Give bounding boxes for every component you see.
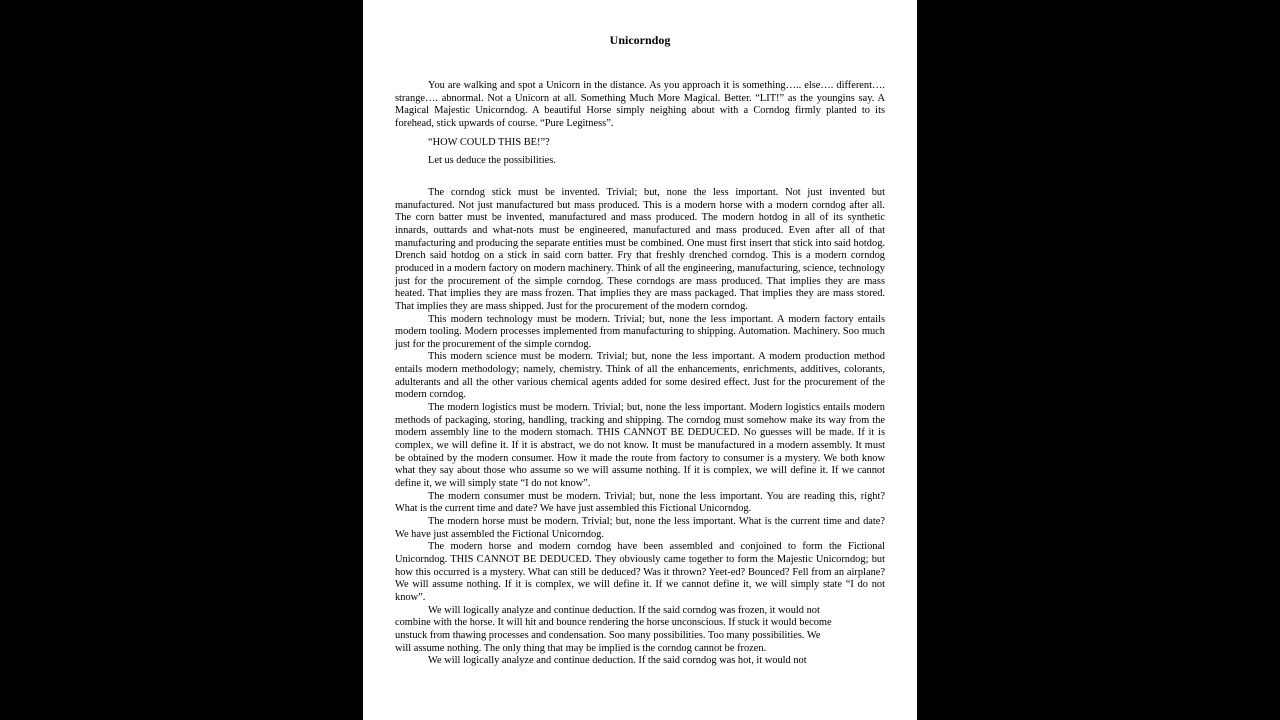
paragraph-logistics: The modern logistics must be modern. Trivial; but, none the less important. Modern logistics entails modern methods of packaging, storing, handling, tracking and shipping. The corndog must somehow make its way from the modern assembly line to the modern stomach. THIS CANNOT BE DEDUCED. No guesses will be made. If it is complex, we will define it. If it is abstract, we do not know. It must be manufactured in a modern assembly. It must be obtained by the modern consumer. How it made the route from factory to consumer is a mystery. We both know what they say about those who assume so we will assume nothing. If it is complex, we will define it. If we cannot define it, we will simply state “I do not know”. <box>395 402 885 490</box>
paragraph-intro: You are walking and spot a Unicorn in the distance. As you approach it is something….. else…. different…. strange…. abnormal. Not a Unicorn at all. Something Much More Magical. Better. “LIT!” as the youngins say. A Magical Majestic Unicorndog. A beautiful Horse simply neighing about with a Corndog firmly planted to its forehead, stick upwards of course. “Pure Legitness”. <box>395 80 885 129</box>
paragraph-science: This modern science must be modern. Trivial; but, none the less important. A modern production method entails modern methodology; namely, chemistry. Think of all the enhancements, enrichments, additives, colorants, adulterants and all the other various chemical agents added for some desired effect. Just for the procurement of the modern corndog. <box>395 351 885 401</box>
paragraph-hot: We will logically analyze and continue deduction. If the said corndog was hot, it would not <box>428 655 807 667</box>
paragraph-horse: The modern horse must be modern. Trivial; but, none the less important. What is the current time and date? We have just assembled the Fictional Unicorndog. <box>395 516 885 540</box>
paragraph-consumer: The modern consumer must be modern. Trivial; but, none the less important. You are reading this, right? What is the current time and date? We have just assembled this Fictional Unicorndog. <box>395 490 885 515</box>
paragraph-technology: This modern technology must be modern. Trivial; but, none the less important. A modern factory entails modern tooling. Modern processes implemented from manufacturing to shipping. Automation. Machinery. Soo much just for the procurement of the simple corndog. <box>395 313 885 350</box>
document-page <box>363 0 917 720</box>
paragraph-frozen: We will logically analyze and continue deduction. If the said corndog was frozen, it would not combine with the horse. It will hit and bounce rendering the horse unconscious. If stuck it would become unstuck from thawing processes and condensation. Soo many possibilities. Too many possibilities. We will assume nothing. The only thing that may be implied is the corndog cannot be frozen. <box>395 604 832 654</box>
paragraph-deduce: Let us deduce the possibilities. <box>428 155 556 167</box>
paragraph-assembled: The modern horse and modern corndog have been assembled and conjoined to form the Fictional Unicorndog. THIS CANNOT BE DEDUCED. They obviously came together to form the Majestic Unicorndog; but how this occurred is a mystery. What can still be deduced? Was it thrown? Yeet-ed? Bounced? Fell from an airplane? We will assume nothing. If it is complex, we will define it. If we cannot define it, we will simply state “I do not know”. <box>395 541 885 603</box>
paragraph-corndog-stick: The corndog stick must be invented. Trivial; but, none the less important. Not just invented but manufactured. Not just manufactured but mass produced. This is a modern horse with a modern corndog after all. The corn batter must be invented, manufactured and mass produced. The modern hotdog in all of its synthetic innards, outtards and what-nots must be engineered, manufactured and mass produced. Even after all of that manufacturing and producing the separate entities must be combined. One must first insert that stick into said hotdog. Drench said hotdog on a stick in said corn batter. Fry that freshly drenched corndog. This is a modern corndog produced in a modern factory on modern machinery. Think of all the engineering, manufacturing, science, technology just for the procurement of the simple corndog. These corndogs are mass produced. That implies they are mass heated. That implies they are mass frozen. That implies they are mass packaged. That implies they are mass stored. That implies they are mass shipped. Just for the procurement of the modern corndog. <box>395 186 885 312</box>
document-body <box>395 32 885 668</box>
paragraph-question: “HOW COULD THIS BE!”? <box>428 136 550 148</box>
document-title: Unicorndog <box>609 33 671 47</box>
